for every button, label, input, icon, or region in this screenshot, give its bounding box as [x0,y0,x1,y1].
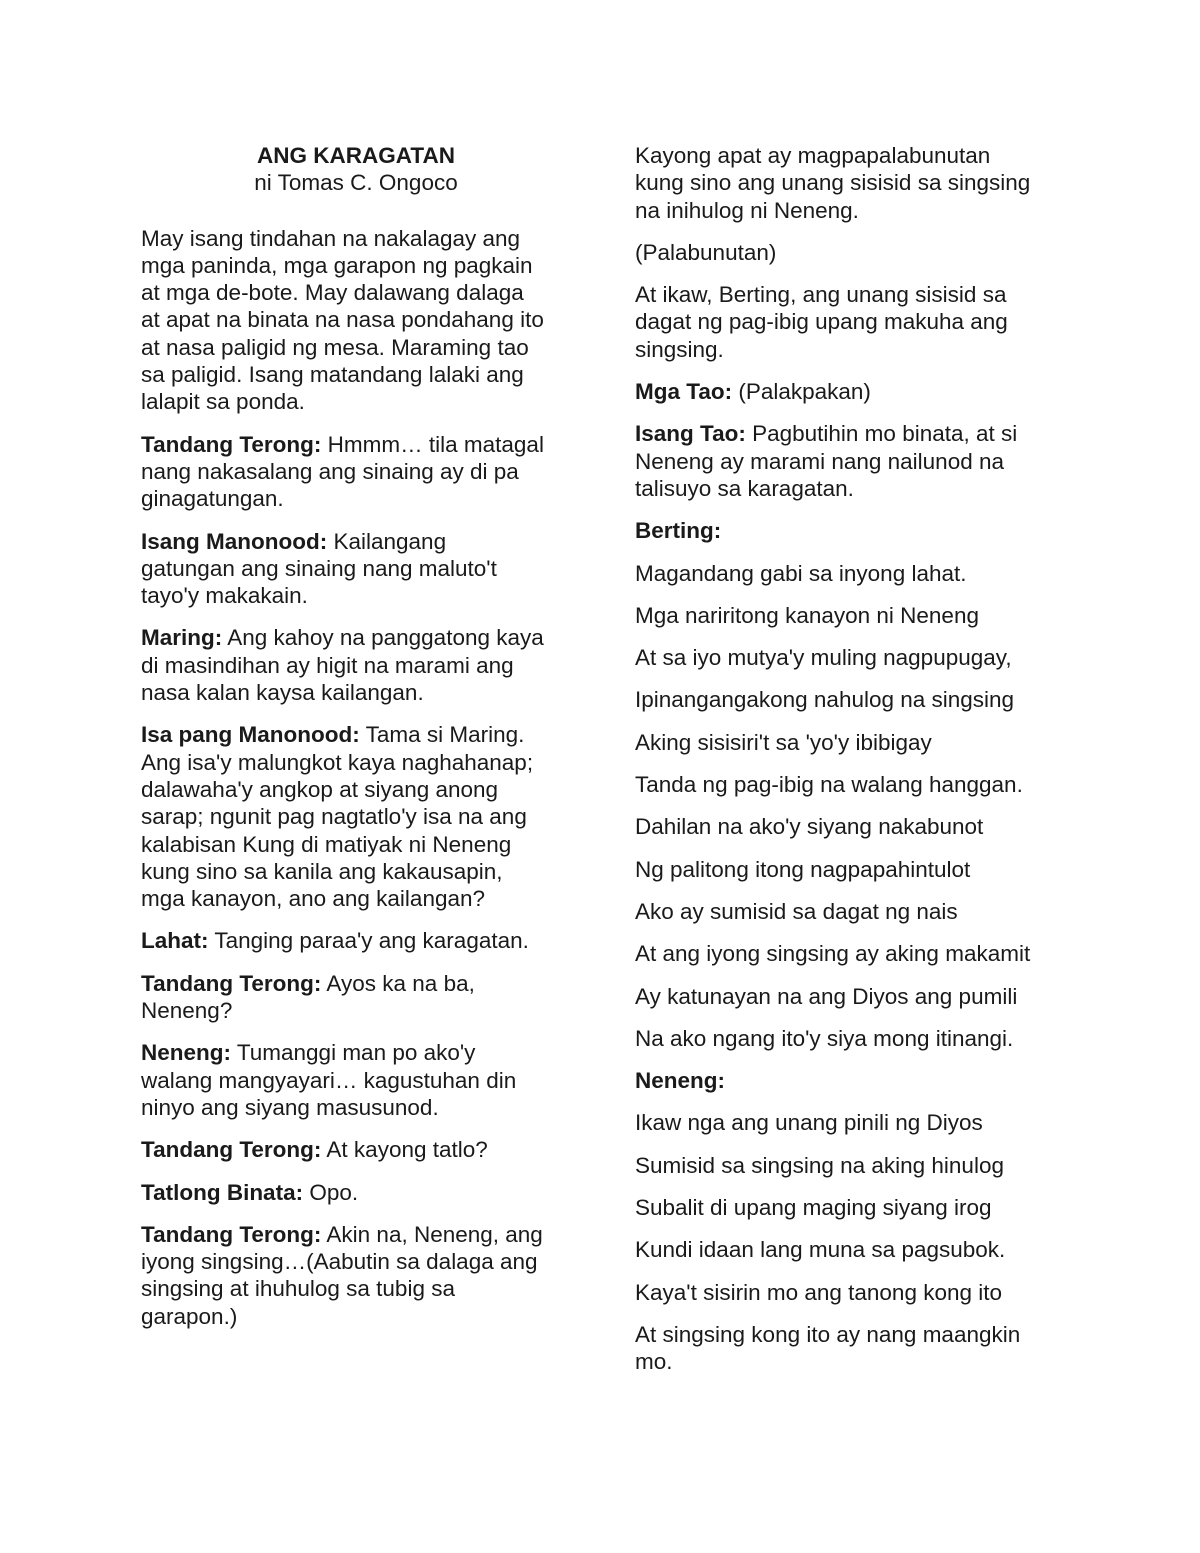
line-text: May isang tindahan na nakalagay ang mga paninda, mga garapon ng pagkain at mga de-bote. May dalawang dalaga at apat na binata na nasa pondahang ito at nasa paligid ng mesa. Maraming tao sa paligid. Isang matandang lalaki ang lalapit sa ponda. [141,225,544,415]
dialogue-line [635,420,1065,502]
text-paragraph [635,813,1065,840]
dialogue-line [141,927,571,954]
text-paragraph [141,225,571,416]
dialogue-line [141,1136,571,1163]
text-paragraph [635,983,1065,1010]
speaker-name: Neneng: [141,1040,231,1066]
line-text: At kayong tatlo? [321,1137,488,1163]
speaker-name: Tandang Terong: [141,970,322,996]
text-paragraph [635,142,1065,224]
speaker-name: Tandang Terong: [141,431,322,457]
speaker-name: Berting: [635,518,722,544]
line-text: Aking sisisiri't sa 'yo'y ibibigay [635,729,932,755]
line-text: At ikaw, Berting, ang unang sisisid sa dagat ng pag-ibig upang makuha ang singsing. [635,282,1008,362]
speaker-name: Tandang Terong: [141,1137,322,1163]
line-text: Dahilan na ako'y siyang nakabunot [635,814,984,840]
line-text: Ikaw nga ang unang pinili ng Diyos [635,1110,983,1136]
right-column [635,142,1065,1391]
text-paragraph [635,1109,1065,1136]
line-text: At singsing kong ito ay nang maangkin mo. [635,1321,1021,1375]
line-text: Subalit di upang maging siyang irog [635,1195,992,1221]
dialogue-line [635,517,1065,544]
line-text: Na ako ngang ito'y siya mong itinangi. [635,1025,1014,1051]
text-paragraph [635,856,1065,883]
line-text: Pagbutihin mo binata, at si Neneng ay marami nang nailunod na talisuyo sa karagatan. [635,421,1018,501]
text-paragraph [635,729,1065,756]
line-text: Ay katunayan na ang Diyos ang pumili [635,983,1018,1009]
text-paragraph [635,771,1065,798]
line-text: Hmmm… tila matagal nang nakasalang ang sinaing ay di pa ginagatungan. [141,431,544,512]
line-text: Kundi idaan lang muna sa pagsubok. [635,1237,1006,1263]
line-text: Ako ay sumisid sa dagat ng nais [635,898,958,924]
text-paragraph [635,560,1065,587]
dialogue-line [141,1221,571,1330]
text-paragraph [635,686,1065,713]
line-text: Mga nariritong kanayon ni Neneng [635,602,979,628]
line-text: Ang kahoy na panggatong kaya di masindihan ay higit na marami ang nasa kalan kaysa kailangan. [141,625,544,706]
dialogue-line [141,721,571,912]
line-text: Opo. [303,1179,359,1205]
text-paragraph [635,239,1065,266]
line-text: Tama si Maring. Ang isa'y malungkot kaya naghahanap; dalawaha'y angkop at siyang anong sarap; ngunit pag nagtatlo'y isa na ang kalabisan Kung di matiyak ni Neneng kung sino sa kanila ang kakausapin, mga kanayon, ano ang kailangan? [141,722,534,912]
line-text: Ipinangangakong nahulog na singsing [635,687,1015,713]
line-text: Ng palitong itong nagpapahintulot [635,856,971,882]
text-paragraph [635,1279,1065,1306]
speaker-name: Lahat: [141,928,209,954]
line-text: Tanda ng pag-ibig na walang hanggan. [635,772,1023,798]
line-text: (Palakpakan) [732,379,871,405]
speaker-name: Tandang Terong: [141,1221,322,1247]
document-title: ANG KARAGATAN [257,143,455,168]
text-paragraph [635,602,1065,629]
line-text: Sumisid sa singsing na aking hinulog [635,1152,1004,1178]
dialogue-line [141,528,571,610]
dialogue-line [635,378,1065,405]
text-paragraph [635,1194,1065,1221]
speaker-name: Isang Manonood: [141,528,328,554]
line-text: Akin na, Neneng, ang iyong singsing…(Aabutin sa dalaga ang singsing at ihuhulog sa tubig sa garapon.) [141,1221,543,1329]
line-text: At sa iyo mutya'y muling nagpupugay, [635,645,1012,671]
text-paragraph [635,898,1065,925]
speaker-name: Mga Tao: [635,379,733,405]
line-text: (Palabunutan) [635,239,777,265]
text-paragraph [635,644,1065,671]
line-text: Tanging paraa'y ang karagatan. [208,928,529,954]
speaker-name: Isang Tao: [635,421,746,447]
left-column [141,142,571,1345]
text-paragraph [635,940,1065,967]
speaker-name: Tatlong Binata: [141,1179,304,1205]
speaker-name: Maring: [141,625,223,651]
text-paragraph [635,1025,1065,1052]
line-text: Kaya't sisirin mo ang tanong kong ito [635,1279,1003,1305]
line-text: At ang iyong singsing ay aking makamit [635,941,1031,967]
text-paragraph [635,1321,1065,1376]
right-paragraphs [635,142,1065,1376]
line-text: Kailangang gatungan ang sinaing nang maluto't tayo'y makakain. [141,528,497,609]
dialogue-line [141,1039,571,1121]
dialogue-line [141,624,571,706]
line-text: Tumanggi man po ako'y walang mangyayari… kagustuhan din ninyo ang siyang masusunod. [141,1040,517,1120]
text-paragraph [635,1152,1065,1179]
text-paragraph [635,1236,1065,1263]
speaker-name: Isa pang Manonood: [141,722,360,748]
document-author: ni Tomas C. Ongoco [254,170,458,196]
dialogue-line [635,1067,1065,1094]
text-paragraph [635,281,1065,363]
dialogue-line [141,1179,571,1206]
dialogue-line [141,970,571,1025]
line-text: Ayos ka na ba, Neneng? [141,970,475,1024]
line-text: Magandang gabi sa inyong lahat. [635,560,967,586]
left-paragraphs [141,225,571,1330]
line-text: Kayong apat ay magpapalabunutan kung sino ang unang sisisid sa singsing na inihulog ni Neneng. [635,143,1031,223]
speaker-name: Neneng: [635,1068,725,1094]
dialogue-line [141,431,571,513]
